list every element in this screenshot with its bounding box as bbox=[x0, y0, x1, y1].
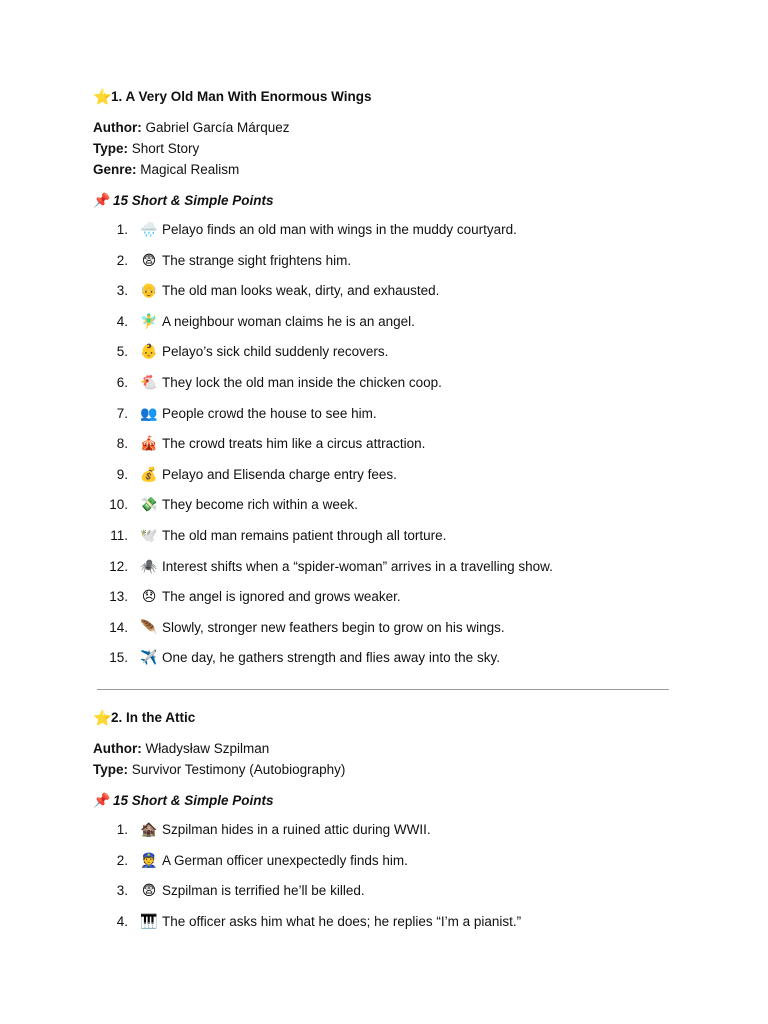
list-item-body bbox=[139, 219, 517, 241]
list-number: 1. bbox=[116, 222, 128, 237]
list-item-text: The strange sight frightens him. bbox=[162, 252, 352, 268]
meta-label: Genre: bbox=[93, 162, 137, 177]
emoji-icon: 🐔 bbox=[140, 374, 158, 391]
list-item-body bbox=[139, 311, 415, 333]
emoji-icon: 🪶 bbox=[140, 619, 158, 636]
list-number: 2. bbox=[116, 252, 128, 268]
meta-value: Survivor Testimony (Autobiography) bbox=[128, 762, 346, 777]
meta-value: Władysław Szpilman bbox=[141, 741, 270, 756]
list-item-body bbox=[139, 250, 351, 272]
list-item-text: Szpilman hides in a ruined attic during WWII. bbox=[162, 822, 431, 837]
meta-value: Gabriel García Márquez bbox=[141, 120, 290, 135]
emoji-icon: 🌧️ bbox=[140, 222, 158, 238]
list-item-body bbox=[139, 911, 521, 933]
section-divider bbox=[97, 689, 669, 690]
meta-label: Author: bbox=[93, 120, 142, 135]
list-number: 11. bbox=[110, 527, 128, 543]
list-item bbox=[93, 880, 693, 911]
story-title bbox=[93, 707, 693, 729]
list-item bbox=[93, 911, 693, 942]
emoji-icon: 🏚️ bbox=[140, 822, 158, 838]
story-meta bbox=[93, 117, 693, 180]
list-item bbox=[93, 250, 693, 281]
story-meta bbox=[93, 738, 693, 780]
list-item bbox=[93, 556, 693, 587]
list-number: 3. bbox=[116, 283, 128, 299]
story-title bbox=[93, 86, 693, 108]
list-item-body bbox=[139, 433, 425, 455]
story-section-1 bbox=[93, 86, 693, 678]
list-item bbox=[93, 372, 693, 403]
list-item-body bbox=[139, 556, 553, 578]
emoji-icon: 😞 bbox=[141, 589, 157, 606]
meta-genre bbox=[93, 159, 693, 180]
list-item-body bbox=[139, 819, 431, 841]
emoji-icon: 👮 bbox=[140, 852, 158, 869]
emoji-icon: ✈️ bbox=[140, 650, 158, 667]
list-item-text: Pelayo’s sick child suddenly recovers. bbox=[162, 344, 389, 360]
list-item-body bbox=[139, 617, 505, 639]
list-item-body bbox=[139, 525, 446, 547]
list-item-text: People crowd the house to see him. bbox=[162, 405, 377, 421]
list-number: 8. bbox=[116, 436, 128, 452]
list-item bbox=[93, 311, 693, 342]
points-heading bbox=[93, 789, 693, 811]
list-number: 15. bbox=[109, 650, 128, 666]
meta-label: Type: bbox=[93, 762, 129, 777]
emoji-icon: 😨 bbox=[141, 252, 157, 269]
list-item-text: The old man looks weak, dirty, and exhausted. bbox=[162, 283, 440, 299]
emoji-icon: 🕊️ bbox=[140, 527, 158, 544]
list-item-text: Szpilman is terrified he’ll be killed. bbox=[162, 883, 365, 899]
list-item-text: A neighbour woman claims he is an angel. bbox=[162, 313, 415, 329]
emoji-icon: 🎪 bbox=[140, 436, 158, 453]
points-list bbox=[93, 219, 693, 678]
emoji-icon: 🕷️ bbox=[140, 558, 158, 575]
list-item-text: The old man remains patient through all torture. bbox=[162, 527, 447, 543]
list-item bbox=[93, 525, 693, 556]
story-section-2 bbox=[93, 707, 693, 941]
list-item-body bbox=[139, 850, 408, 872]
points-heading-text: 15 Short & Simple Points bbox=[113, 193, 274, 208]
list-item-text: Pelayo finds an old man with wings in the muddy courtyard. bbox=[162, 222, 517, 237]
meta-type bbox=[93, 138, 693, 159]
meta-value: Short Story bbox=[128, 141, 200, 156]
list-item-text: They lock the old man inside the chicken coop. bbox=[162, 374, 442, 390]
emoji-icon: 💰 bbox=[140, 466, 158, 483]
list-item-text: Interest shifts when a “spider-woman” arrives in a travelling show. bbox=[162, 558, 553, 574]
meta-label: Type: bbox=[93, 141, 129, 156]
list-item bbox=[93, 341, 693, 372]
list-number: 12. bbox=[109, 558, 128, 574]
meta-type bbox=[93, 759, 693, 780]
list-item-body bbox=[139, 403, 377, 425]
list-number: 4. bbox=[116, 913, 128, 929]
list-item-body bbox=[139, 372, 442, 394]
list-item bbox=[93, 586, 693, 617]
list-item-body bbox=[139, 464, 397, 486]
list-number: 14. bbox=[109, 619, 128, 635]
meta-author bbox=[93, 738, 693, 759]
emoji-icon: 🧚‍♂️ bbox=[140, 313, 158, 330]
emoji-icon: 👥 bbox=[140, 405, 158, 422]
emoji-icon: 👴 bbox=[140, 283, 158, 300]
list-item bbox=[93, 403, 693, 434]
list-item-body bbox=[139, 341, 388, 363]
list-item bbox=[93, 819, 693, 850]
story-title-text: 1. A Very Old Man With Enormous Wings bbox=[111, 89, 372, 104]
points-heading-text: 15 Short & Simple Points bbox=[113, 793, 274, 808]
list-item bbox=[93, 219, 693, 250]
list-number: 3. bbox=[116, 883, 128, 899]
list-item-text: One day, he gathers strength and flies away into the sky. bbox=[162, 650, 500, 666]
points-list bbox=[93, 819, 693, 941]
list-item-text: The crowd treats him like a circus attraction. bbox=[162, 436, 426, 452]
list-item-text: The angel is ignored and grows weaker. bbox=[162, 589, 401, 605]
list-number: 1. bbox=[116, 822, 128, 837]
emoji-icon: 😨 bbox=[141, 883, 157, 900]
meta-author bbox=[93, 117, 693, 138]
list-number: 13. bbox=[109, 589, 128, 605]
list-item bbox=[93, 464, 693, 495]
meta-label: Author: bbox=[93, 741, 142, 756]
list-item bbox=[93, 433, 693, 464]
list-item-body bbox=[139, 280, 439, 302]
list-item-text: Pelayo and Elisenda charge entry fees. bbox=[162, 466, 397, 482]
list-item bbox=[93, 617, 693, 648]
list-item-text: Slowly, stronger new feathers begin to grow on his wings. bbox=[162, 619, 505, 635]
emoji-icon: 💸 bbox=[140, 497, 158, 514]
list-item-body bbox=[139, 647, 500, 669]
list-number: 4. bbox=[116, 313, 128, 329]
star-icon: ⭐ bbox=[93, 710, 112, 727]
list-item bbox=[93, 850, 693, 881]
list-item bbox=[93, 494, 693, 525]
list-item-body bbox=[139, 494, 358, 516]
list-number: 2. bbox=[116, 852, 128, 868]
meta-value: Magical Realism bbox=[136, 162, 240, 177]
list-item bbox=[93, 647, 693, 678]
star-icon: ⭐ bbox=[93, 89, 112, 106]
emoji-icon: 🎹 bbox=[140, 913, 158, 930]
story-title-text: 2. In the Attic bbox=[111, 710, 196, 725]
list-number: 7. bbox=[116, 405, 128, 421]
list-number: 9. bbox=[116, 466, 128, 482]
list-item-body bbox=[139, 880, 365, 902]
list-item-text: They become rich within a week. bbox=[162, 497, 358, 513]
list-item-text: The officer asks him what he does; he replies “I’m a pianist.” bbox=[162, 913, 522, 929]
list-item bbox=[93, 280, 693, 311]
list-item-text: A German officer unexpectedly finds him. bbox=[162, 852, 408, 868]
pushpin-icon: 📌 bbox=[93, 792, 111, 808]
list-number: 10. bbox=[109, 497, 128, 513]
emoji-icon: 👶 bbox=[140, 344, 158, 361]
list-item-body bbox=[139, 586, 401, 608]
list-number: 6. bbox=[116, 374, 128, 390]
pushpin-icon: 📌 bbox=[93, 192, 111, 208]
points-heading bbox=[93, 189, 693, 211]
list-number: 5. bbox=[116, 344, 128, 360]
